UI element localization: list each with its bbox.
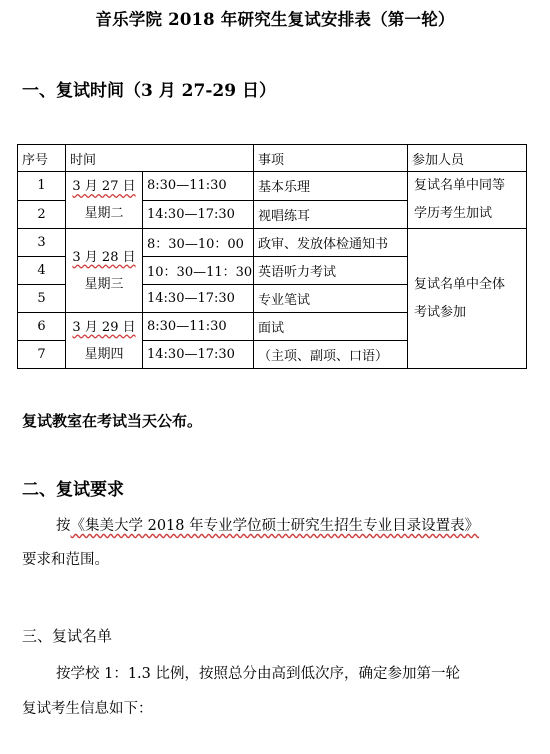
time-cell: 14:30—17:30 [143, 341, 254, 369]
section-1-heading: 一、复试时间（3 月 27-29 日） [22, 81, 276, 101]
row-number: 4 [18, 257, 66, 285]
header-item: 事项 [254, 145, 408, 172]
catalog-title: 《集美大学 2018 年专业学位硕士研究生招生专业目录设置表》 [70, 518, 480, 534]
list-paragraph-line2: 复试考生信息如下： [22, 701, 153, 717]
table-row [18, 229, 527, 257]
date-text: 3 月 28 日 [72, 249, 136, 265]
requirements-paragraph-line1 [56, 514, 479, 535]
time-cell: 10：30—11：30 [143, 257, 254, 285]
weekday-text: 星期二 [84, 206, 124, 221]
item-cell: 英语听力考试 [254, 257, 408, 285]
weekday-text: 星期三 [84, 276, 124, 292]
item-cell: 基本乐理 [254, 172, 408, 201]
participants-line: 复试名单中全体 [414, 276, 506, 292]
participants-cell [408, 229, 527, 369]
table-row [18, 172, 527, 201]
date-text: 3 月 27 日 [72, 179, 136, 194]
row-number: 6 [18, 313, 66, 341]
header-participants: 参加人员 [408, 145, 527, 172]
row-number: 7 [18, 341, 66, 369]
schedule-table [17, 144, 527, 369]
date-cell [66, 313, 143, 369]
classroom-notice: 复试教室在考试当天公布。 [22, 412, 203, 430]
item-cell: 面试 [254, 313, 408, 341]
section-3-heading: 三、复试名单 [22, 627, 113, 645]
participants-cell [408, 172, 527, 229]
page-title: 音乐学院 2018 年研究生复试安排表（第一轮） [95, 10, 455, 29]
row-number: 5 [18, 285, 66, 313]
participants-line: 学历考生加试 [414, 206, 493, 221]
date-cell [66, 229, 143, 313]
header-no: 序号 [18, 145, 66, 172]
header-time: 时间 [66, 145, 254, 172]
row-number: 2 [18, 200, 66, 229]
item-cell: 政审、发放体检通知书 [254, 229, 408, 257]
time-cell: 8：30—10：00 [143, 229, 254, 257]
item-cell: 专业笔试 [254, 285, 408, 313]
time-cell: 14:30—17:30 [143, 200, 254, 229]
item-cell: （主项、副项、口语） [254, 341, 408, 369]
date-cell [66, 172, 143, 229]
paragraph-text: 按 [56, 518, 71, 534]
section-2-heading: 二、复试要求 [22, 480, 124, 500]
participants-line: 考试参加 [414, 304, 467, 320]
time-cell: 8:30—11:30 [143, 172, 254, 201]
participants-line: 复试名单中同等 [414, 178, 506, 193]
time-cell: 8:30—11:30 [143, 313, 254, 341]
weekday-text: 星期四 [84, 346, 124, 362]
date-text: 3 月 29 日 [72, 319, 136, 335]
row-number: 1 [18, 172, 66, 201]
table-header-row [18, 145, 527, 172]
item-cell: 视唱练耳 [254, 200, 408, 229]
time-cell: 14:30—17:30 [143, 285, 254, 313]
requirements-paragraph-line2: 要求和范围。 [22, 552, 109, 568]
list-paragraph-line1: 按学校 1：1.3 比例，按照总分由高到低次序，确定参加第一轮 [56, 666, 461, 682]
row-number: 3 [18, 229, 66, 257]
